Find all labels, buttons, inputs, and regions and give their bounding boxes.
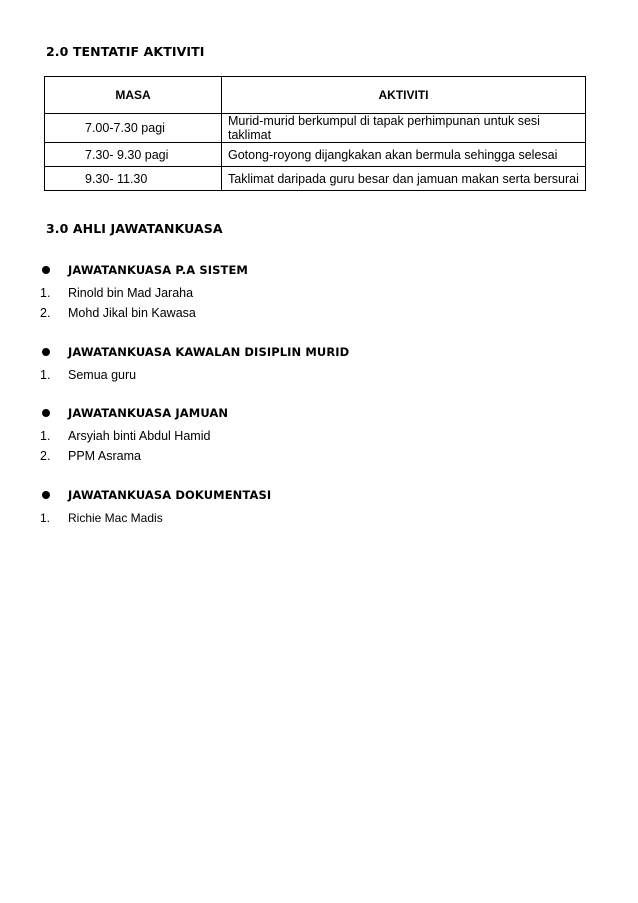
table-row xyxy=(45,114,586,143)
list-number: 1. xyxy=(40,368,51,382)
cell-masa: 7.00-7.30 pagi xyxy=(45,114,222,143)
member-name: PPM Asrama xyxy=(68,449,141,463)
member-name: Semua guru xyxy=(68,368,137,382)
table-row xyxy=(45,167,586,191)
table-header-row xyxy=(45,77,586,114)
list-item xyxy=(40,283,600,303)
member-name: Richie Mac Madis xyxy=(68,511,163,525)
committee-title: JAWATANKUASA DOKUMENTASI xyxy=(68,488,272,502)
list-number: 2. xyxy=(40,449,51,463)
committee-title: JAWATANKUASA P.A SISTEM xyxy=(68,263,248,277)
cell-masa: 9.30- 11.30 xyxy=(45,167,222,191)
bullet-icon xyxy=(42,409,50,417)
list-item xyxy=(40,446,600,466)
committee-title-row xyxy=(40,404,600,422)
committee-title: JAWATANKUASA KAWALAN DISIPLIN MURID xyxy=(68,345,350,359)
bullet-icon xyxy=(42,266,50,274)
committee-pa-sistem xyxy=(40,261,600,323)
member-name: Mohd Jikal bin Kawasa xyxy=(68,306,196,320)
list-number: 1. xyxy=(40,286,51,300)
bullet-icon xyxy=(42,348,50,356)
section-heading-ahli: 3.0 AHLI JAWATANKUASA xyxy=(46,221,223,236)
section-heading-tentatif: 2.0 TENTATIF AKTIVITI xyxy=(46,44,205,59)
member-name: Arsyiah binti Abdul Hamid xyxy=(68,429,211,443)
committee-title-row xyxy=(40,261,600,279)
committee-dokumentasi xyxy=(40,486,600,528)
bullet-icon xyxy=(42,491,50,499)
member-name: Rinold bin Mad Jaraha xyxy=(68,286,194,300)
cell-masa: 7.30- 9.30 pagi xyxy=(45,143,222,167)
cell-aktiviti: Murid-murid berkumpul di tapak perhimpunan untuk sesi taklimat xyxy=(222,114,586,143)
list-number: 1. xyxy=(40,429,51,443)
committee-title-row xyxy=(40,486,600,504)
table-row xyxy=(45,143,586,167)
committee-title: JAWATANKUASA JAMUAN xyxy=(68,406,229,420)
list-number: 1. xyxy=(40,511,51,525)
list-item xyxy=(40,426,600,446)
cell-aktiviti: Gotong-royong dijangkakan akan bermula sehingga selesai xyxy=(222,143,586,167)
list-number: 2. xyxy=(40,306,51,320)
list-item xyxy=(40,365,600,385)
committee-kawalan-disiplin xyxy=(40,343,600,385)
cell-aktiviti: Taklimat daripada guru besar dan jamuan makan serta bersurai xyxy=(222,167,586,191)
column-header-aktiviti: AKTIVITI xyxy=(222,77,586,114)
column-header-masa: MASA xyxy=(45,77,222,114)
list-item xyxy=(40,303,600,323)
list-item xyxy=(40,508,600,528)
tentatif-table xyxy=(44,76,586,191)
committee-title-row xyxy=(40,343,600,361)
committee-jamuan xyxy=(40,404,600,466)
